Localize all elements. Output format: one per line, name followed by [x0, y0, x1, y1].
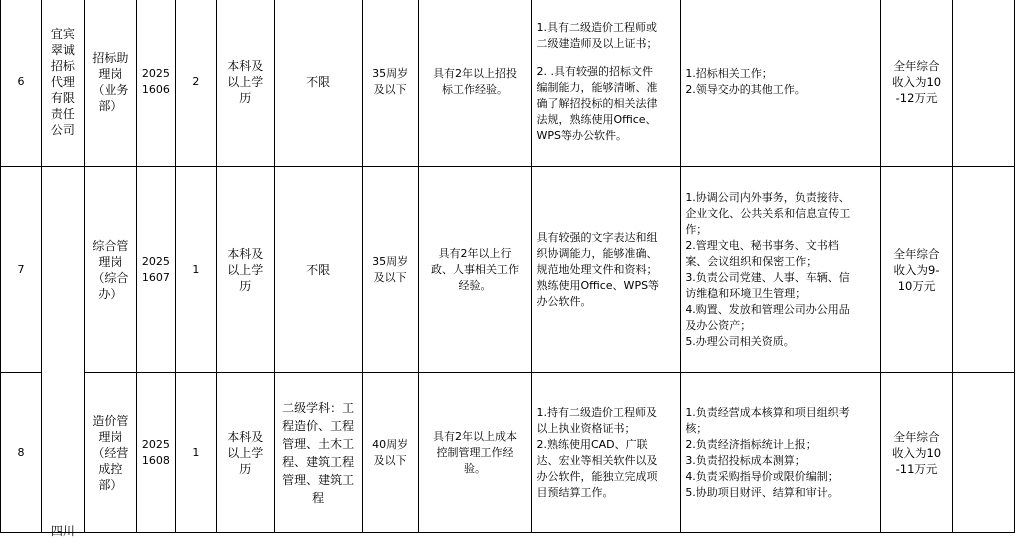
- company-name-partial: 四川: [50, 524, 75, 538]
- remarks: [953, 167, 1015, 373]
- position-name-line: （经营: [92, 445, 129, 460]
- job-duties-line: 1.招标相关工作；: [685, 66, 773, 80]
- position-name-line: 理岗: [98, 254, 123, 269]
- hiring-count: 2: [175, 0, 216, 167]
- age-limit: [362, 167, 418, 373]
- table-row: [1, 167, 1015, 373]
- other-requirements-line: 二级建造师及以上证书；: [536, 36, 658, 50]
- position-name-line: 办）: [98, 286, 123, 301]
- job-duties-line: 及办公资产；: [685, 318, 752, 332]
- education-line: 历: [239, 90, 252, 105]
- row-index: 7: [1, 167, 42, 373]
- position-name: [84, 167, 136, 373]
- age-limit-line: 及以下: [373, 270, 407, 284]
- other-requirements-line: 办公软件，能独立完成项: [536, 469, 658, 483]
- job-duties-line: 2.管理文电、秘书事务、文书档: [685, 238, 839, 252]
- other-requirements-line: 确了解招投标的相关法律: [536, 96, 658, 110]
- job-duties-line: 3.负责招投标成本测算；: [685, 453, 806, 467]
- job-duties-line: 企业文化、公共关系和信息宣传工: [685, 206, 851, 220]
- job-duties: [681, 373, 881, 533]
- other-requirements-line: 以上执业资格证书；: [536, 421, 636, 435]
- other-requirements-line: 办公软件。: [536, 294, 592, 308]
- age-limit: [362, 0, 418, 167]
- salary-line: 全年综合: [893, 246, 940, 261]
- position-name-line: 理岗: [98, 66, 123, 81]
- position-code: [136, 373, 175, 533]
- company-name-line: 翠诚: [50, 42, 75, 57]
- job-duties-line: 1.负责经营成本核算和项目组织考: [685, 405, 850, 419]
- major-line: 管理、土木工: [282, 436, 355, 451]
- table-row: [1, 0, 1015, 167]
- other-requirements: [532, 373, 681, 533]
- age-limit: [362, 373, 418, 533]
- age-limit-line: 40周岁: [372, 437, 409, 451]
- company-name-line: 公司: [50, 122, 75, 137]
- other-requirements-line: 1.持有二级造价工程师及: [536, 405, 657, 419]
- job-duties-line: 5.协助项目财评、结算和审计。: [685, 485, 839, 499]
- position-code-line: 2025: [141, 437, 170, 451]
- salary-line: 全年综合: [893, 58, 940, 73]
- job-duties: [681, 0, 881, 167]
- major-line: 管理、建筑工: [282, 472, 355, 487]
- job-duties: [681, 167, 881, 373]
- major: [274, 167, 362, 373]
- position-name: [84, 373, 136, 533]
- salary: [881, 373, 953, 533]
- salary-line: -11万元: [895, 461, 938, 476]
- salary-line: 收入为9-: [893, 262, 940, 277]
- experience-line: 控制管理工作经: [436, 445, 514, 459]
- experience-line: 具有2年以上行: [438, 246, 512, 260]
- experience-line: 经验。: [458, 278, 492, 292]
- job-duties-line: 3.负责公司党建、人事、车辆、信: [685, 270, 850, 284]
- major-line: 程造价、工程: [282, 418, 355, 433]
- row-index: 6: [1, 0, 42, 167]
- position-name-line: 部）: [98, 98, 123, 113]
- experience-line: 标工作经验。: [442, 82, 509, 96]
- job-duties-line: 案、会议组织和保密工作；: [685, 254, 818, 268]
- position-name-line: 理岗: [98, 429, 123, 444]
- other-requirements-line: 法规，熟练使用Office、: [536, 112, 657, 126]
- other-requirements-line: WPS等办公软件。: [536, 128, 627, 142]
- salary-line: 10万元: [897, 278, 936, 293]
- education-line: 本科及: [227, 429, 264, 444]
- age-limit-line: 35周岁: [372, 254, 409, 268]
- major: [274, 373, 362, 533]
- experience-line: 验。: [464, 461, 487, 475]
- position-name-line: 综合管: [92, 238, 129, 253]
- company-name-cell: [41, 167, 84, 538]
- other-requirements-line: [536, 52, 677, 64]
- education-line: 本科及: [227, 246, 264, 261]
- experience: [418, 373, 532, 533]
- other-requirements-line: 达、宏业等相关软件以及: [536, 453, 658, 467]
- job-duties-line: 1.协调公司内外事务，负责接待、: [685, 190, 850, 204]
- company-name-line: 招标: [50, 58, 75, 73]
- other-requirements-line: 熟练使用Office、WPS等: [536, 278, 660, 292]
- company-name-line: 责任: [50, 106, 75, 121]
- education-line: 以上学: [227, 262, 264, 277]
- remarks: [953, 0, 1015, 167]
- education-line: 以上学: [227, 445, 264, 460]
- salary: [881, 0, 953, 167]
- job-duties-line: 5.办理公司相关资质。: [685, 334, 795, 348]
- position-name: [84, 0, 136, 167]
- experience-line: 具有2年以上招投: [433, 66, 518, 80]
- other-requirements: [532, 0, 681, 167]
- major-line: 程、建筑工程: [282, 454, 355, 469]
- experience-line: 具有2年以上成本: [433, 429, 518, 443]
- other-requirements-line: 编制能力，能够清晰、准: [536, 80, 658, 94]
- education: [216, 167, 274, 373]
- job-duties-line: 2.领导交办的其他工作。: [685, 82, 806, 96]
- other-requirements-line: 1.具有二级造价工程师或: [536, 20, 657, 34]
- job-duties-line: 2.负责经济指标统计上报；: [685, 437, 817, 451]
- other-requirements-line: 2.熟练使用CAD、广联: [536, 437, 648, 451]
- education: [216, 0, 274, 167]
- table-row: [1, 373, 1015, 533]
- position-code-line: 1606: [141, 82, 170, 96]
- salary-line: 收入为10: [891, 445, 942, 460]
- position-code-line: 1607: [141, 270, 170, 284]
- row-index: 8: [1, 373, 42, 533]
- salary-line: -12万元: [895, 90, 938, 105]
- education: [216, 373, 274, 533]
- company-name-line: 有限: [50, 90, 75, 105]
- company-name-line: 代理: [50, 74, 75, 89]
- salary: [881, 167, 953, 373]
- salary-line: 全年综合: [893, 429, 940, 444]
- job-duties-line: 4.负责采购指导价或限价编制；: [685, 469, 839, 483]
- job-duties-line: 访维稳和环境卫生管理；: [685, 286, 807, 300]
- education-line: 历: [239, 461, 252, 476]
- salary-line: 收入为10: [891, 74, 942, 89]
- experience: [418, 0, 532, 167]
- other-requirements-line: 2. .具有较强的招标文件: [536, 64, 653, 78]
- age-limit-line: 及以下: [373, 82, 407, 96]
- company-name: [41, 0, 84, 167]
- major-line: 不限: [306, 262, 331, 277]
- age-limit-line: 35周岁: [372, 66, 409, 80]
- position-name-line: （综合: [92, 270, 129, 285]
- remarks: [953, 373, 1015, 533]
- position-name-line: （业务: [92, 82, 129, 97]
- position-code: [136, 167, 175, 373]
- experience-line: 政、人事相关工作: [431, 262, 520, 276]
- education-line: 以上学: [227, 74, 264, 89]
- experience: [418, 167, 532, 373]
- hiring-count: 1: [175, 373, 216, 533]
- major: [274, 0, 362, 167]
- position-name-line: 招标助: [92, 50, 129, 65]
- company-name-line: 宜宾: [50, 26, 75, 41]
- job-duties-line: 核；: [685, 421, 708, 435]
- position-code-line: 2025: [141, 66, 170, 80]
- education-line: 本科及: [227, 58, 264, 73]
- other-requirements-line: 具有较强的文字表达和组: [536, 230, 658, 244]
- position-code-line: 1608: [141, 453, 170, 467]
- age-limit-line: 及以下: [373, 453, 407, 467]
- position-code-line: 2025: [141, 254, 170, 268]
- job-duties-line: 作；: [685, 222, 708, 236]
- position-name-line: 成控: [98, 461, 123, 476]
- major-line: 程: [312, 490, 325, 505]
- job-duties-line: 4.购置、发放和管理公司办公用品: [685, 302, 850, 316]
- position-name-line: 造价管: [92, 413, 129, 428]
- other-requirements-line: 织协调能力，能够准确、: [536, 246, 658, 260]
- other-requirements-line: 目预结算工作。: [536, 485, 614, 499]
- position-code: [136, 0, 175, 167]
- hiring-count: 1: [175, 167, 216, 373]
- major-line: 二级学科：工: [282, 400, 355, 415]
- other-requirements-line: 规范地处理文件和资料；: [536, 262, 658, 276]
- position-name-line: 部）: [98, 477, 123, 492]
- education-line: 历: [239, 278, 252, 293]
- other-requirements: [532, 167, 681, 373]
- major-line: 不限: [306, 74, 331, 89]
